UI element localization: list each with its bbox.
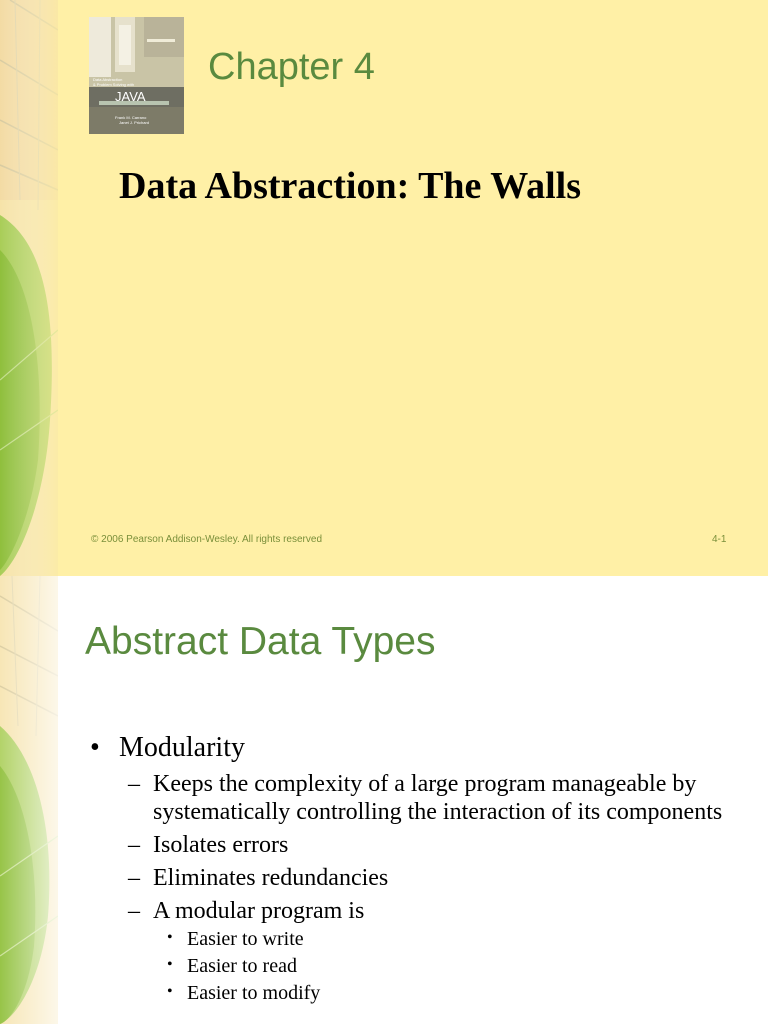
slide-number: 4-1	[712, 534, 727, 545]
content-slide	[0, 576, 768, 1024]
sub-bullet-text: Isolates errors	[153, 832, 289, 858]
cover-java: JAVA	[115, 89, 146, 104]
cover-author1: Frank M. Carrano	[115, 115, 147, 120]
bullet-item	[0, 732, 768, 766]
copyright-footer: © 2006 Pearson Addison-Wesley. All rights reserved	[91, 534, 323, 545]
slide-title: Data Abstraction: The Walls	[119, 165, 582, 207]
sub-bullet-text: A modular program is	[153, 898, 365, 924]
book-cover-image	[89, 17, 184, 134]
cover-author2: Janet J. Prichard	[119, 120, 150, 125]
slide-title: Abstract Data Types	[85, 620, 436, 663]
sub-sub-bullet-item	[0, 953, 768, 980]
sub-bullet-text: Keeps the complexity of a large program manageable by systematically controlling the interaction of its components	[153, 771, 723, 825]
decorative-leaf-strip	[0, 0, 58, 576]
sub-sub-bullet-item	[0, 926, 768, 953]
cover-line1: Data Abstraction	[93, 77, 123, 82]
bullet-dot-icon: •	[167, 983, 173, 1000]
sub-bullet-item	[0, 864, 768, 892]
bullet-dot-icon: •	[90, 732, 100, 763]
sub-bullet-item	[0, 831, 768, 859]
dash-icon: –	[128, 832, 140, 858]
sub-bullet-item	[0, 897, 768, 925]
cover-line2: & Problem Solving with	[93, 82, 135, 87]
sub-bullet-text: Eliminates redundancies	[153, 865, 389, 891]
dash-icon: –	[128, 898, 140, 924]
bullet-dot-icon: •	[167, 929, 173, 946]
sub-sub-bullet-text: Easier to modify	[187, 982, 321, 1004]
sub-sub-bullet-text: Easier to write	[187, 928, 304, 950]
dash-icon: –	[128, 771, 140, 797]
bullet-list	[0, 732, 768, 1007]
bullet-text: Modularity	[119, 732, 245, 763]
chapter-heading: Chapter 4	[208, 46, 375, 88]
dash-icon: –	[128, 865, 140, 891]
sub-bullet-item	[0, 770, 768, 826]
sub-sub-bullet-text: Easier to read	[187, 955, 297, 977]
bullet-dot-icon: •	[167, 956, 173, 973]
sub-sub-bullet-item	[0, 980, 768, 1007]
